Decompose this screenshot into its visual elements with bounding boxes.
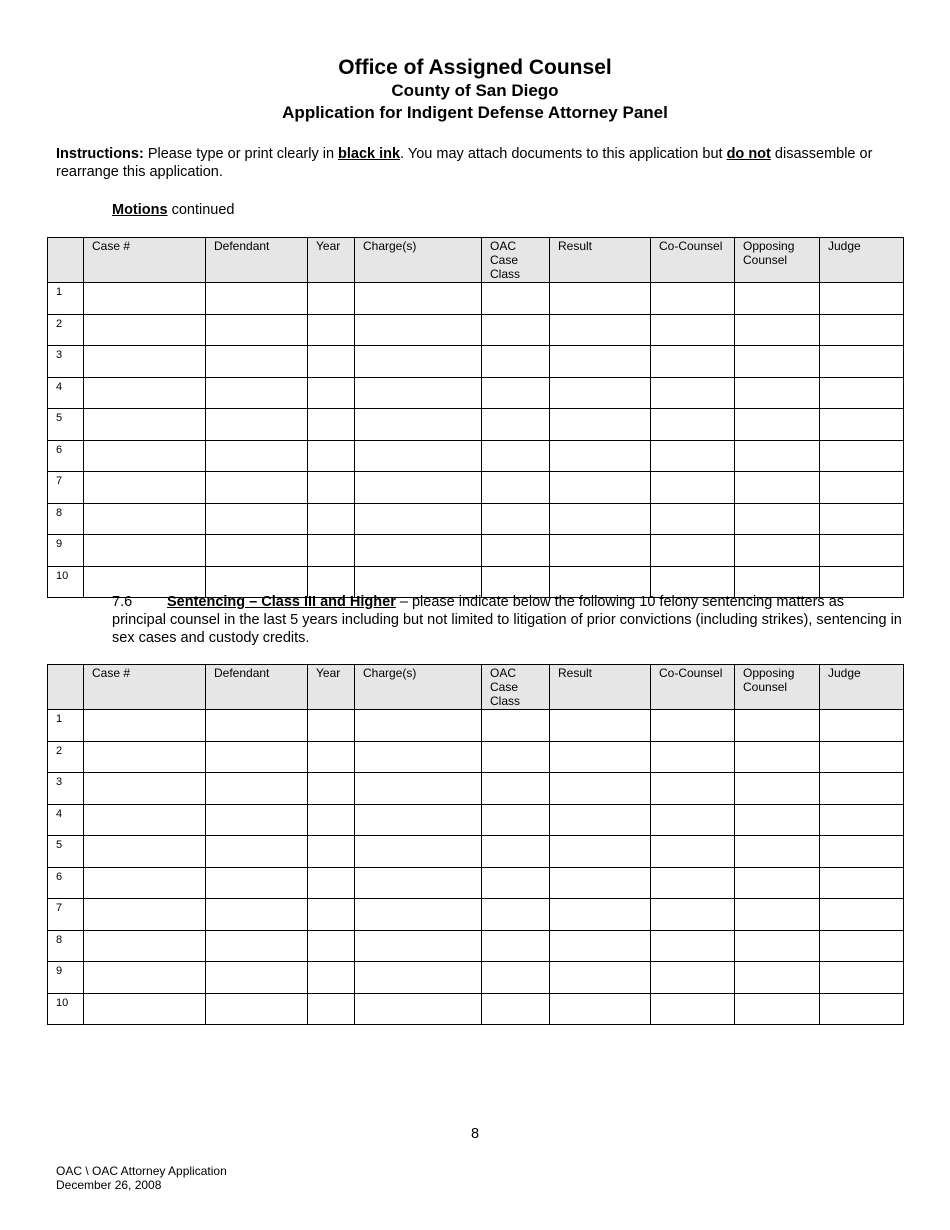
sentencing-entry-cell[interactable]	[308, 899, 355, 931]
motions-entry-cell[interactable]	[651, 409, 735, 441]
motions-entry-cell[interactable]	[355, 472, 482, 504]
motions-table	[47, 237, 904, 598]
motions-column-header: Case #	[84, 238, 206, 283]
sentencing-entry-cell[interactable]	[355, 741, 482, 773]
sentencing-column-header: Judge	[820, 665, 904, 710]
motions-entry-cell[interactable]	[735, 535, 820, 567]
sentencing-table-row	[48, 930, 904, 962]
sentencing-entry-cell[interactable]	[355, 836, 482, 868]
section-7-6	[112, 593, 902, 647]
sentencing-entry-cell[interactable]	[482, 836, 550, 868]
motions-entry-cell[interactable]	[482, 409, 550, 441]
sentencing-entry-cell[interactable]	[308, 993, 355, 1025]
motions-entry-cell[interactable]	[355, 409, 482, 441]
motions-table-row	[48, 472, 904, 504]
motions-entry-cell[interactable]	[735, 472, 820, 504]
motions-entry-cell[interactable]	[735, 314, 820, 346]
sentencing-entry-cell[interactable]	[651, 993, 735, 1025]
sentencing-entry-cell[interactable]	[84, 993, 206, 1025]
motions-entry-cell[interactable]	[84, 440, 206, 472]
motions-entry-cell[interactable]	[735, 409, 820, 441]
sentencing-entry-cell[interactable]	[651, 773, 735, 805]
sentencing-entry-cell[interactable]	[735, 741, 820, 773]
sentencing-column-header: Defendant	[206, 665, 308, 710]
sentencing-entry-cell[interactable]	[308, 773, 355, 805]
motions-heading	[112, 202, 235, 218]
sentencing-entry-cell[interactable]	[84, 773, 206, 805]
sentencing-entry-cell[interactable]	[482, 710, 550, 742]
motions-entry-cell[interactable]	[206, 535, 308, 567]
sentencing-entry-cell[interactable]	[820, 741, 904, 773]
motions-header-row	[48, 238, 904, 283]
sentencing-column-header: OAC Case Class	[482, 665, 550, 710]
sentencing-entry-cell[interactable]	[308, 741, 355, 773]
sentencing-entry-cell[interactable]	[206, 741, 308, 773]
motions-table-row	[48, 283, 904, 315]
motions-entry-cell[interactable]	[84, 503, 206, 535]
sentencing-entry-cell[interactable]	[355, 710, 482, 742]
sentencing-entry-cell[interactable]	[735, 993, 820, 1025]
motions-row-number: 4	[48, 377, 84, 409]
motions-entry-cell[interactable]	[355, 535, 482, 567]
sentencing-entry-cell[interactable]	[820, 930, 904, 962]
motions-entry-cell[interactable]	[550, 409, 651, 441]
motions-entry-cell[interactable]	[820, 535, 904, 567]
sentencing-row-number: 3	[48, 773, 84, 805]
sentencing-entry-cell[interactable]	[308, 930, 355, 962]
sentencing-entry-cell[interactable]	[735, 710, 820, 742]
sentencing-entry-cell[interactable]	[482, 993, 550, 1025]
motions-entry-cell[interactable]	[735, 346, 820, 378]
motions-entry-cell[interactable]	[206, 503, 308, 535]
motions-entry-cell[interactable]	[820, 314, 904, 346]
sentencing-entry-cell[interactable]	[206, 899, 308, 931]
motions-column-header: OAC Case Class	[482, 238, 550, 283]
sentencing-corner-cell	[48, 665, 84, 710]
sentencing-entry-cell[interactable]	[206, 930, 308, 962]
sentencing-table-row	[48, 773, 904, 805]
motions-entry-cell[interactable]	[308, 314, 355, 346]
motions-entry-cell[interactable]	[84, 472, 206, 504]
motions-row-number: 9	[48, 535, 84, 567]
sentencing-row-number: 9	[48, 962, 84, 994]
motions-entry-cell[interactable]	[735, 503, 820, 535]
motions-entry-cell[interactable]	[84, 535, 206, 567]
motions-entry-cell[interactable]	[308, 535, 355, 567]
motions-row-number: 1	[48, 283, 84, 315]
sentencing-row-number: 5	[48, 836, 84, 868]
motions-column-header: Opposing Counsel	[735, 238, 820, 283]
motions-column-header: Defendant	[206, 238, 308, 283]
motions-entry-cell[interactable]	[84, 409, 206, 441]
motions-column-header: Result	[550, 238, 651, 283]
motions-entry-cell[interactable]	[550, 535, 651, 567]
sentencing-entry-cell[interactable]	[206, 962, 308, 994]
motions-entry-cell[interactable]	[651, 440, 735, 472]
motions-entry-cell[interactable]	[206, 409, 308, 441]
sentencing-entry-cell[interactable]	[820, 710, 904, 742]
sentencing-entry-cell[interactable]	[84, 836, 206, 868]
motions-entry-cell[interactable]	[550, 377, 651, 409]
motions-entry-cell[interactable]	[84, 283, 206, 315]
motions-entry-cell[interactable]	[482, 283, 550, 315]
motions-entry-cell[interactable]	[482, 503, 550, 535]
sentencing-table-row	[48, 962, 904, 994]
sentencing-table-row	[48, 741, 904, 773]
motions-entry-cell[interactable]	[355, 503, 482, 535]
instructions-emphasis-black-ink: black ink	[338, 146, 401, 162]
sentencing-entry-cell[interactable]	[820, 962, 904, 994]
sentencing-table-row	[48, 710, 904, 742]
motions-suffix: continued	[167, 202, 235, 218]
document-header	[0, 56, 950, 124]
motions-entry-cell[interactable]	[735, 377, 820, 409]
sentencing-entry-cell[interactable]	[820, 773, 904, 805]
sentencing-entry-cell[interactable]	[550, 867, 651, 899]
sentencing-entry-cell[interactable]	[550, 804, 651, 836]
sentencing-entry-cell[interactable]	[550, 899, 651, 931]
motions-entry-cell[interactable]	[308, 377, 355, 409]
motions-entry-cell[interactable]	[820, 472, 904, 504]
motions-table-row	[48, 440, 904, 472]
sentencing-entry-cell[interactable]	[651, 930, 735, 962]
sentencing-entry-cell[interactable]	[84, 962, 206, 994]
sentencing-entry-cell[interactable]	[308, 710, 355, 742]
motions-entry-cell[interactable]	[308, 472, 355, 504]
sentencing-table-row	[48, 836, 904, 868]
motions-entry-cell[interactable]	[651, 346, 735, 378]
sentencing-entry-cell[interactable]	[206, 993, 308, 1025]
motions-entry-cell[interactable]	[482, 346, 550, 378]
sentencing-row-number: 8	[48, 930, 84, 962]
section-number: 7.6	[112, 594, 133, 610]
sentencing-column-header: Opposing Counsel	[735, 665, 820, 710]
motions-entry-cell[interactable]	[651, 314, 735, 346]
sentencing-entry-cell[interactable]	[84, 804, 206, 836]
motions-table-row	[48, 346, 904, 378]
sentencing-row-number: 6	[48, 867, 84, 899]
motions-entry-cell[interactable]	[820, 503, 904, 535]
footer-path: OAC \ OAC Attorney Application	[56, 1164, 227, 1178]
sentencing-column-header: Year	[308, 665, 355, 710]
sentencing-entry-cell[interactable]	[735, 867, 820, 899]
sentencing-row-number: 7	[48, 899, 84, 931]
motions-entry-cell[interactable]	[820, 409, 904, 441]
motions-entry-cell[interactable]	[550, 472, 651, 504]
motions-table-row	[48, 535, 904, 567]
sentencing-column-header: Case #	[84, 665, 206, 710]
sentencing-entry-cell[interactable]	[482, 867, 550, 899]
motions-entry-cell[interactable]	[651, 283, 735, 315]
document-footer	[56, 1164, 227, 1192]
sentencing-entry-cell[interactable]	[820, 899, 904, 931]
motions-entry-cell[interactable]	[735, 283, 820, 315]
sentencing-entry-cell[interactable]	[308, 867, 355, 899]
sentencing-entry-cell[interactable]	[482, 804, 550, 836]
footer-date: December 26, 2008	[56, 1178, 162, 1192]
sentencing-entry-cell[interactable]	[735, 804, 820, 836]
motions-row-number: 6	[48, 440, 84, 472]
motions-entry-cell[interactable]	[550, 503, 651, 535]
sentencing-table	[47, 664, 904, 1025]
motions-entry-cell[interactable]	[355, 346, 482, 378]
sentencing-entry-cell[interactable]	[355, 993, 482, 1025]
motions-entry-cell[interactable]	[820, 440, 904, 472]
sentencing-entry-cell[interactable]	[482, 773, 550, 805]
sentencing-entry-cell[interactable]	[550, 962, 651, 994]
sentencing-entry-cell[interactable]	[651, 867, 735, 899]
sentencing-entry-cell[interactable]	[308, 836, 355, 868]
sentencing-entry-cell[interactable]	[651, 741, 735, 773]
sentencing-entry-cell[interactable]	[651, 962, 735, 994]
sentencing-row-number: 2	[48, 741, 84, 773]
sentencing-entry-cell[interactable]	[84, 867, 206, 899]
sentencing-entry-cell[interactable]	[84, 899, 206, 931]
sentencing-entry-cell[interactable]	[308, 962, 355, 994]
motions-label: Motions	[112, 202, 168, 218]
motions-entry-cell[interactable]	[651, 535, 735, 567]
motions-entry-cell[interactable]	[84, 377, 206, 409]
motions-entry-cell[interactable]	[355, 440, 482, 472]
motions-entry-cell[interactable]	[355, 377, 482, 409]
sentencing-row-number: 10	[48, 993, 84, 1025]
sentencing-entry-cell[interactable]	[651, 710, 735, 742]
motions-table-row	[48, 503, 904, 535]
instructions-text-3: disassemble or rearrange this application.	[56, 146, 873, 180]
sentencing-entry-cell[interactable]	[550, 930, 651, 962]
sentencing-entry-cell[interactable]	[651, 836, 735, 868]
sentencing-table-row	[48, 993, 904, 1025]
sentencing-entry-cell[interactable]	[308, 804, 355, 836]
motions-column-header: Judge	[820, 238, 904, 283]
motions-entry-cell[interactable]	[206, 283, 308, 315]
sentencing-entry-cell[interactable]	[355, 773, 482, 805]
sentencing-table-row	[48, 804, 904, 836]
motions-table-row	[48, 409, 904, 441]
motions-entry-cell[interactable]	[308, 346, 355, 378]
sentencing-entry-cell[interactable]	[206, 710, 308, 742]
sentencing-column-header: Charge(s)	[355, 665, 482, 710]
motions-entry-cell[interactable]	[308, 283, 355, 315]
motions-entry-cell[interactable]	[735, 440, 820, 472]
motions-entry-cell[interactable]	[820, 283, 904, 315]
motions-entry-cell[interactable]	[820, 377, 904, 409]
motions-entry-cell[interactable]	[550, 346, 651, 378]
sentencing-entry-cell[interactable]	[735, 962, 820, 994]
motions-row-number: 8	[48, 503, 84, 535]
sentencing-entry-cell[interactable]	[735, 930, 820, 962]
motions-column-header: Co-Counsel	[651, 238, 735, 283]
motions-corner-cell	[48, 238, 84, 283]
motions-entry-cell[interactable]	[550, 314, 651, 346]
sentencing-entry-cell[interactable]	[651, 804, 735, 836]
sentencing-entry-cell[interactable]	[482, 741, 550, 773]
sentencing-row-number: 4	[48, 804, 84, 836]
instructions-emphasis-do-not: do not	[726, 146, 771, 162]
sentencing-entry-cell[interactable]	[735, 836, 820, 868]
sentencing-entry-cell[interactable]	[651, 899, 735, 931]
sentencing-header-row	[48, 665, 904, 710]
motions-entry-cell[interactable]	[482, 377, 550, 409]
motions-entry-cell[interactable]	[651, 503, 735, 535]
sentencing-column-header: Co-Counsel	[651, 665, 735, 710]
motions-entry-cell[interactable]	[482, 440, 550, 472]
sentencing-entry-cell[interactable]	[355, 867, 482, 899]
instructions-label: Instructions:	[56, 146, 144, 162]
sentencing-entry-cell[interactable]	[206, 773, 308, 805]
page-number: 8	[470, 1126, 480, 1142]
sentencing-entry-cell[interactable]	[355, 899, 482, 931]
motions-row-number: 2	[48, 314, 84, 346]
sentencing-entry-cell[interactable]	[482, 962, 550, 994]
sentencing-entry-cell[interactable]	[820, 836, 904, 868]
sentencing-entry-cell[interactable]	[84, 930, 206, 962]
instructions-text-1: Please type or print clearly in	[143, 146, 339, 162]
sentencing-entry-cell[interactable]	[820, 804, 904, 836]
sentencing-entry-cell[interactable]	[735, 899, 820, 931]
motions-entry-cell[interactable]	[308, 440, 355, 472]
motions-row-number: 7	[48, 472, 84, 504]
sentencing-entry-cell[interactable]	[550, 836, 651, 868]
sentencing-entry-cell[interactable]	[820, 867, 904, 899]
motions-entry-cell[interactable]	[206, 377, 308, 409]
motions-row-number: 10	[48, 566, 84, 598]
sentencing-entry-cell[interactable]	[355, 804, 482, 836]
sentencing-row-number: 1	[48, 710, 84, 742]
sentencing-table-row	[48, 867, 904, 899]
sentencing-table-row	[48, 899, 904, 931]
motions-entry-cell[interactable]	[820, 346, 904, 378]
motions-entry-cell[interactable]	[355, 283, 482, 315]
motions-entry-cell[interactable]	[550, 283, 651, 315]
section-description: – please indicate below the following 10 felony sentencing matters as principal counsel in the last 5 years including but not limited to litigation of prior convictions (including strikes), sentencing in sex cases and custody credits.	[112, 594, 902, 646]
motions-entry-cell[interactable]	[651, 472, 735, 504]
form-title: Application for Indigent Defense Attorney Panel	[282, 103, 668, 122]
sentencing-entry-cell[interactable]	[735, 773, 820, 805]
instructions-paragraph	[56, 145, 896, 181]
motions-entry-cell[interactable]	[550, 440, 651, 472]
motions-entry-cell[interactable]	[206, 440, 308, 472]
office-title: Office of Assigned Counsel	[338, 56, 612, 79]
motions-row-number: 5	[48, 409, 84, 441]
sentencing-entry-cell[interactable]	[206, 804, 308, 836]
motions-entry-cell[interactable]	[206, 472, 308, 504]
sentencing-entry-cell[interactable]	[206, 867, 308, 899]
motions-entry-cell[interactable]	[308, 503, 355, 535]
sentencing-entry-cell[interactable]	[355, 962, 482, 994]
sentencing-entry-cell[interactable]	[355, 930, 482, 962]
motions-entry-cell[interactable]	[482, 472, 550, 504]
motions-entry-cell[interactable]	[482, 314, 550, 346]
instructions-text-2: . You may attach documents to this application but	[400, 146, 727, 162]
sentencing-entry-cell[interactable]	[84, 741, 206, 773]
motions-entry-cell[interactable]	[308, 409, 355, 441]
sentencing-column-header: Result	[550, 665, 651, 710]
sentencing-entry-cell[interactable]	[550, 710, 651, 742]
sentencing-entry-cell[interactable]	[550, 741, 651, 773]
sentencing-entry-cell[interactable]	[482, 930, 550, 962]
motions-entry-cell[interactable]	[482, 535, 550, 567]
section-title: Sentencing – Class III and Higher	[167, 594, 396, 610]
sentencing-entry-cell[interactable]	[482, 899, 550, 931]
motions-column-header: Year	[308, 238, 355, 283]
motions-row-number: 3	[48, 346, 84, 378]
motions-column-header: Charge(s)	[355, 238, 482, 283]
motions-entry-cell[interactable]	[355, 314, 482, 346]
sentencing-entry-cell[interactable]	[206, 836, 308, 868]
motions-table-row	[48, 377, 904, 409]
motions-entry-cell[interactable]	[206, 314, 308, 346]
county-subtitle: County of San Diego	[391, 81, 559, 100]
sentencing-entry-cell[interactable]	[550, 993, 651, 1025]
motions-entry-cell[interactable]	[651, 377, 735, 409]
motions-entry-cell[interactable]	[84, 314, 206, 346]
motions-table-row	[48, 314, 904, 346]
motions-entry-cell[interactable]	[206, 346, 308, 378]
motions-entry-cell[interactable]	[84, 346, 206, 378]
sentencing-entry-cell[interactable]	[820, 993, 904, 1025]
sentencing-entry-cell[interactable]	[84, 710, 206, 742]
sentencing-entry-cell[interactable]	[550, 773, 651, 805]
